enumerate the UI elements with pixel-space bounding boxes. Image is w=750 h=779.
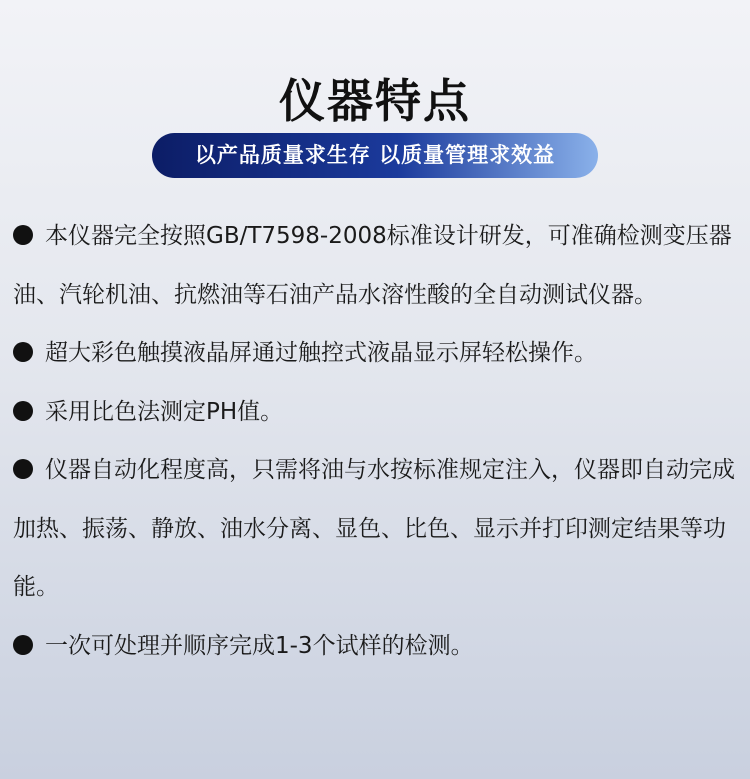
feature-text: 本仪器完全按照GB/T7598-2008标准设计研发，可准确检测变压器油、汽轮机油、抗燃油等石油产品水溶性酸的全自动测试仪器。: [13, 223, 732, 308]
feature-text: 采用比色法测定PH值。: [45, 398, 284, 425]
feature-item: [13, 383, 741, 442]
slogan-banner: 以产品质量求生存 以质量管理求效益: [152, 133, 598, 178]
feature-item: [13, 617, 741, 676]
bullet-icon: [13, 459, 33, 479]
feature-item: [13, 441, 741, 617]
feature-item: [13, 207, 741, 324]
bullet-icon: [13, 225, 33, 245]
feature-text: 仪器自动化程度高，只需将油与水按标准规定注入，仪器即自动完成加热、振荡、静放、油水分离、显色、比色、显示并打印测定结果等功能。: [13, 457, 735, 600]
feature-text: 一次可处理并顺序完成1-3个试样的检测。: [45, 632, 474, 659]
feature-text: 超大彩色触摸液晶屏通过触控式液晶显示屏轻松操作。: [45, 340, 597, 366]
bullet-icon: [13, 401, 33, 421]
feature-list: [13, 207, 741, 675]
feature-item: [13, 324, 741, 383]
bullet-icon: [13, 342, 33, 362]
slogan-container: [0, 133, 750, 178]
bullet-icon: [13, 635, 33, 655]
page-title: 仪器特点: [279, 73, 471, 128]
